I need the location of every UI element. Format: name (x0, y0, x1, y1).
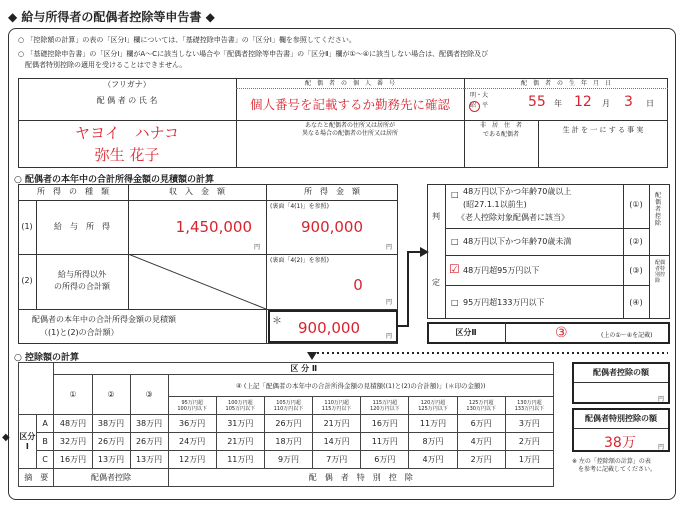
judge-side-2: 配偶者特別控除 (655, 260, 666, 284)
era-meiji: 明・大 (470, 92, 489, 99)
livelihood-label: 生 計 を 一 に す る 事 実 (562, 126, 644, 134)
era-showa: 昭・平 (470, 102, 489, 109)
kubun2-value[interactable]: ③ (555, 325, 568, 341)
row1-revenue[interactable]: 1,450,000 (175, 218, 252, 236)
col-income: 所 得 金 額 (304, 187, 360, 196)
judge-table (427, 184, 670, 344)
row2-label-1: 給与所得以外 (58, 270, 106, 279)
judge-label-1: 判 (432, 212, 440, 221)
row1-revenue-yen: 円 (254, 244, 261, 251)
total-label-1: 配偶者の本年中の合計所得金額の見積額 (32, 315, 176, 324)
spouse-info-table (18, 78, 668, 168)
judge-row2-box[interactable]: □ (451, 237, 459, 246)
calc-kubun2-header: 区 分 Ⅱ (54, 363, 554, 375)
dob-label: 配 偶 者 の 生 年 月 日 (520, 80, 611, 87)
cell-a-6: 21万円 (313, 415, 361, 433)
cell-a-8: 11万円 (409, 415, 457, 433)
cell-b-0: 32万円 (54, 433, 92, 451)
cell-a-5: 26万円 (264, 415, 312, 433)
cell-a-9: 6万円 (457, 415, 505, 433)
col-sub-7: 130万円超 133万円以下 (505, 397, 553, 415)
dob-month[interactable]: 12 (574, 94, 592, 110)
income-table (18, 184, 398, 344)
year-unit: 年 (554, 99, 562, 108)
row-c-key: C (36, 451, 54, 469)
judge-row4-box[interactable]: □ (451, 298, 459, 307)
col-sub-6: 125万円超 130万円以下 (457, 397, 505, 415)
footnote-2: を参考に記載してください。 (572, 466, 657, 473)
cell-a-0: 48万円 (54, 415, 92, 433)
col-sub-2: 105万円超 110万円以下 (264, 397, 312, 415)
row2-income-yen: 円 (386, 299, 393, 306)
row2-ref: (裏面「4(2)」を参照) (270, 257, 329, 264)
judge-row4-label: 95万円超133万円以下 (463, 298, 545, 307)
row1-income-yen: 円 (386, 244, 393, 251)
cell-c-5: 9万円 (264, 451, 312, 469)
judge-row3-check[interactable]: ☑ (449, 262, 460, 276)
month-unit: 月 (602, 99, 610, 108)
row-a-key: A (36, 415, 54, 433)
row2-num: (2) (21, 276, 33, 285)
spouse-deduction-box (572, 362, 670, 404)
judge-row1-l2: (昭27.1.1以前生) (463, 200, 527, 209)
calc-section-title: ○ 控除額の計算 (14, 353, 79, 363)
cell-b-1: 26万円 (92, 433, 130, 451)
col-sub-4: 115万円超 120万円以下 (361, 397, 409, 415)
cell-a-4: 31万円 (216, 415, 264, 433)
cell-c-2: 13万円 (130, 451, 168, 469)
kubun2-note: (上の①〜④を記載) (601, 332, 653, 339)
cell-a-1: 38万円 (92, 415, 130, 433)
form-title: ◆ 給与所得者の配偶者控除等申告書 ◆ (8, 10, 215, 24)
special-deduction-value[interactable]: 38万 (604, 435, 636, 451)
special-deduction-label: 配偶者特別控除の額 (585, 414, 657, 423)
cell-b-5: 18万円 (264, 433, 312, 451)
special-deduction-yen: 円 (658, 444, 665, 451)
dotted-arrow (306, 348, 670, 362)
cell-b-4: 21万円 (216, 433, 264, 451)
dob-year[interactable]: 55 (528, 94, 546, 110)
cell-a-3: 36万円 (168, 415, 216, 433)
cell-c-0: 16万円 (54, 451, 92, 469)
spouse-kana[interactable]: ヤヨイ ハナコ (75, 124, 179, 142)
address-label-2: 異なる場合の配偶者の住所又は居所 (301, 130, 398, 137)
row1-ref: (裏面「4(1)」を参照) (270, 203, 329, 210)
footnote-1: ※ 左の「控除額の計算」の表 (572, 458, 651, 465)
row2-label-2: の所得の合計額 (54, 282, 110, 291)
address-label-1: あなたと配偶者の住所又は居所が (304, 122, 395, 129)
judge-row1-box[interactable]: □ (451, 190, 459, 199)
income-section-title: ○ 配偶者の本年中の合計所得金額の見積額の計算 (14, 175, 214, 185)
cell-b-9: 4万円 (457, 433, 505, 451)
cell-c-7: 6万円 (361, 451, 409, 469)
kubun1-label: 区分Ⅰ (19, 415, 37, 469)
total-label-2: （(1)と(2)の合計額） (40, 328, 119, 337)
kubun2-label: 区分Ⅱ (455, 328, 477, 337)
judge-row2-label: 48万円以下かつ年齢70歳未満 (463, 237, 572, 246)
calc-table (18, 362, 554, 487)
cell-c-1: 13万円 (92, 451, 130, 469)
dob-day[interactable]: 3 (624, 94, 633, 110)
total-income[interactable]: 900,000 (297, 319, 361, 337)
spouse-deduction-label: 配偶者控除の額 (593, 368, 649, 377)
cell-a-7: 16万円 (361, 415, 409, 433)
note-2: ○ 「基礎控除申告書」の「区分Ⅰ」欄がA〜Cに該当しない場合や「配偶者控除等申告書」の「区分Ⅱ」欄が①〜④に該当しない場合は、配偶者控除及び (18, 50, 489, 58)
col-sub-5: 120万円超 125万円以下 (409, 397, 457, 415)
cell-c-4: 11万円 (216, 451, 264, 469)
day-unit: 日 (646, 99, 654, 108)
col-revenue: 収 入 金 額 (169, 187, 225, 196)
mynumber-note[interactable]: 個人番号を記載するか勤務先に確認 (249, 97, 450, 112)
cell-c-8: 4万円 (409, 451, 457, 469)
arrow-to-judge (398, 246, 430, 330)
nonresident-label-2: である配偶者 (482, 131, 519, 138)
cell-c-6: 7万円 (313, 451, 361, 469)
judge-row3-num: (③) (629, 266, 643, 275)
col-h3: ③ (130, 375, 168, 415)
cell-a-10: 3万円 (505, 415, 553, 433)
note-3: 配偶者特別控除の適用を受けることはできません。 (18, 61, 187, 69)
cell-c-9: 2万円 (457, 451, 505, 469)
judge-row1-num: (①) (629, 200, 643, 209)
col-sub-3: 110万円超 115万円以下 (313, 397, 361, 415)
cell-b-6: 14万円 (313, 433, 361, 451)
row2-income[interactable]: 0 (353, 276, 363, 294)
judge-side-1: 配偶者控除 (655, 192, 662, 227)
judge-row2-num: (②) (629, 237, 643, 246)
col-sub-0: 95万円超 100万円以下 (168, 397, 216, 415)
judge-label-2: 定 (432, 278, 440, 287)
cell-b-3: 24万円 (168, 433, 216, 451)
spouse-name[interactable]: 弥生 花子 (94, 146, 160, 164)
cell-b-8: 8万円 (409, 433, 457, 451)
cell-c-3: 12万円 (168, 451, 216, 469)
total-income-yen: 円 (386, 333, 393, 340)
judge-row1-l1: 48万円以下かつ年齢70歳以上 (463, 187, 572, 196)
era-circle-mark (469, 101, 480, 112)
cell-b-2: 26万円 (130, 433, 168, 451)
spouse-deduction-yen: 円 (658, 396, 665, 403)
cell-a-2: 38万円 (130, 415, 168, 433)
col-income-type: 所 得 の 種 類 (37, 187, 109, 196)
left-marker-icon: ◆ (2, 432, 10, 443)
col-sub-1: 100万円超 105万円以下 (216, 397, 264, 415)
judge-row3-label: 48万円超95万円以下 (463, 266, 540, 275)
mynumber-label: 配 偶 者 の 個 人 番 号 (304, 80, 395, 87)
judge-row1-l3: 《老人控除対象配偶者に該当》 (457, 213, 569, 222)
total-mark: ＊ (272, 316, 282, 327)
row1-num: (1) (21, 222, 33, 231)
summary-label: 摘 要 (19, 469, 54, 487)
footer-special-deduction: 配 偶 者 特 別 控 除 (168, 469, 553, 487)
row1-income[interactable]: 900,000 (300, 218, 364, 236)
cell-b-7: 11万円 (361, 433, 409, 451)
row1-label: 給 与 所 得 (54, 222, 110, 231)
row-b-key: B (36, 433, 54, 451)
special-deduction-box (572, 408, 670, 452)
col-h4: ④ (上記「配偶者の本年中の合計所得金額の見積額((1)と(2)の合計額)」(＊印の金額)) (168, 375, 553, 397)
col-h2: ② (92, 375, 130, 415)
footer-spouse-deduction: 配偶者控除 (54, 469, 168, 487)
diagonal-strike (128, 254, 266, 309)
judge-row4-num: (④) (629, 298, 643, 307)
cell-b-10: 2万円 (505, 433, 553, 451)
name-label: 配 偶 者 の 氏 名 (96, 96, 158, 105)
cell-c-10: 1万円 (505, 451, 553, 469)
note-1: ○ 「控除額の計算」の表の「区分Ⅰ」欄については、「基礎控除申告書」の「区分Ⅰ」欄を参照してください。 (18, 36, 356, 44)
col-h1: ① (54, 375, 92, 415)
furigana-label: （フリガナ） (103, 80, 151, 89)
nonresident-label-1: 非 居 住 者 (479, 122, 522, 129)
